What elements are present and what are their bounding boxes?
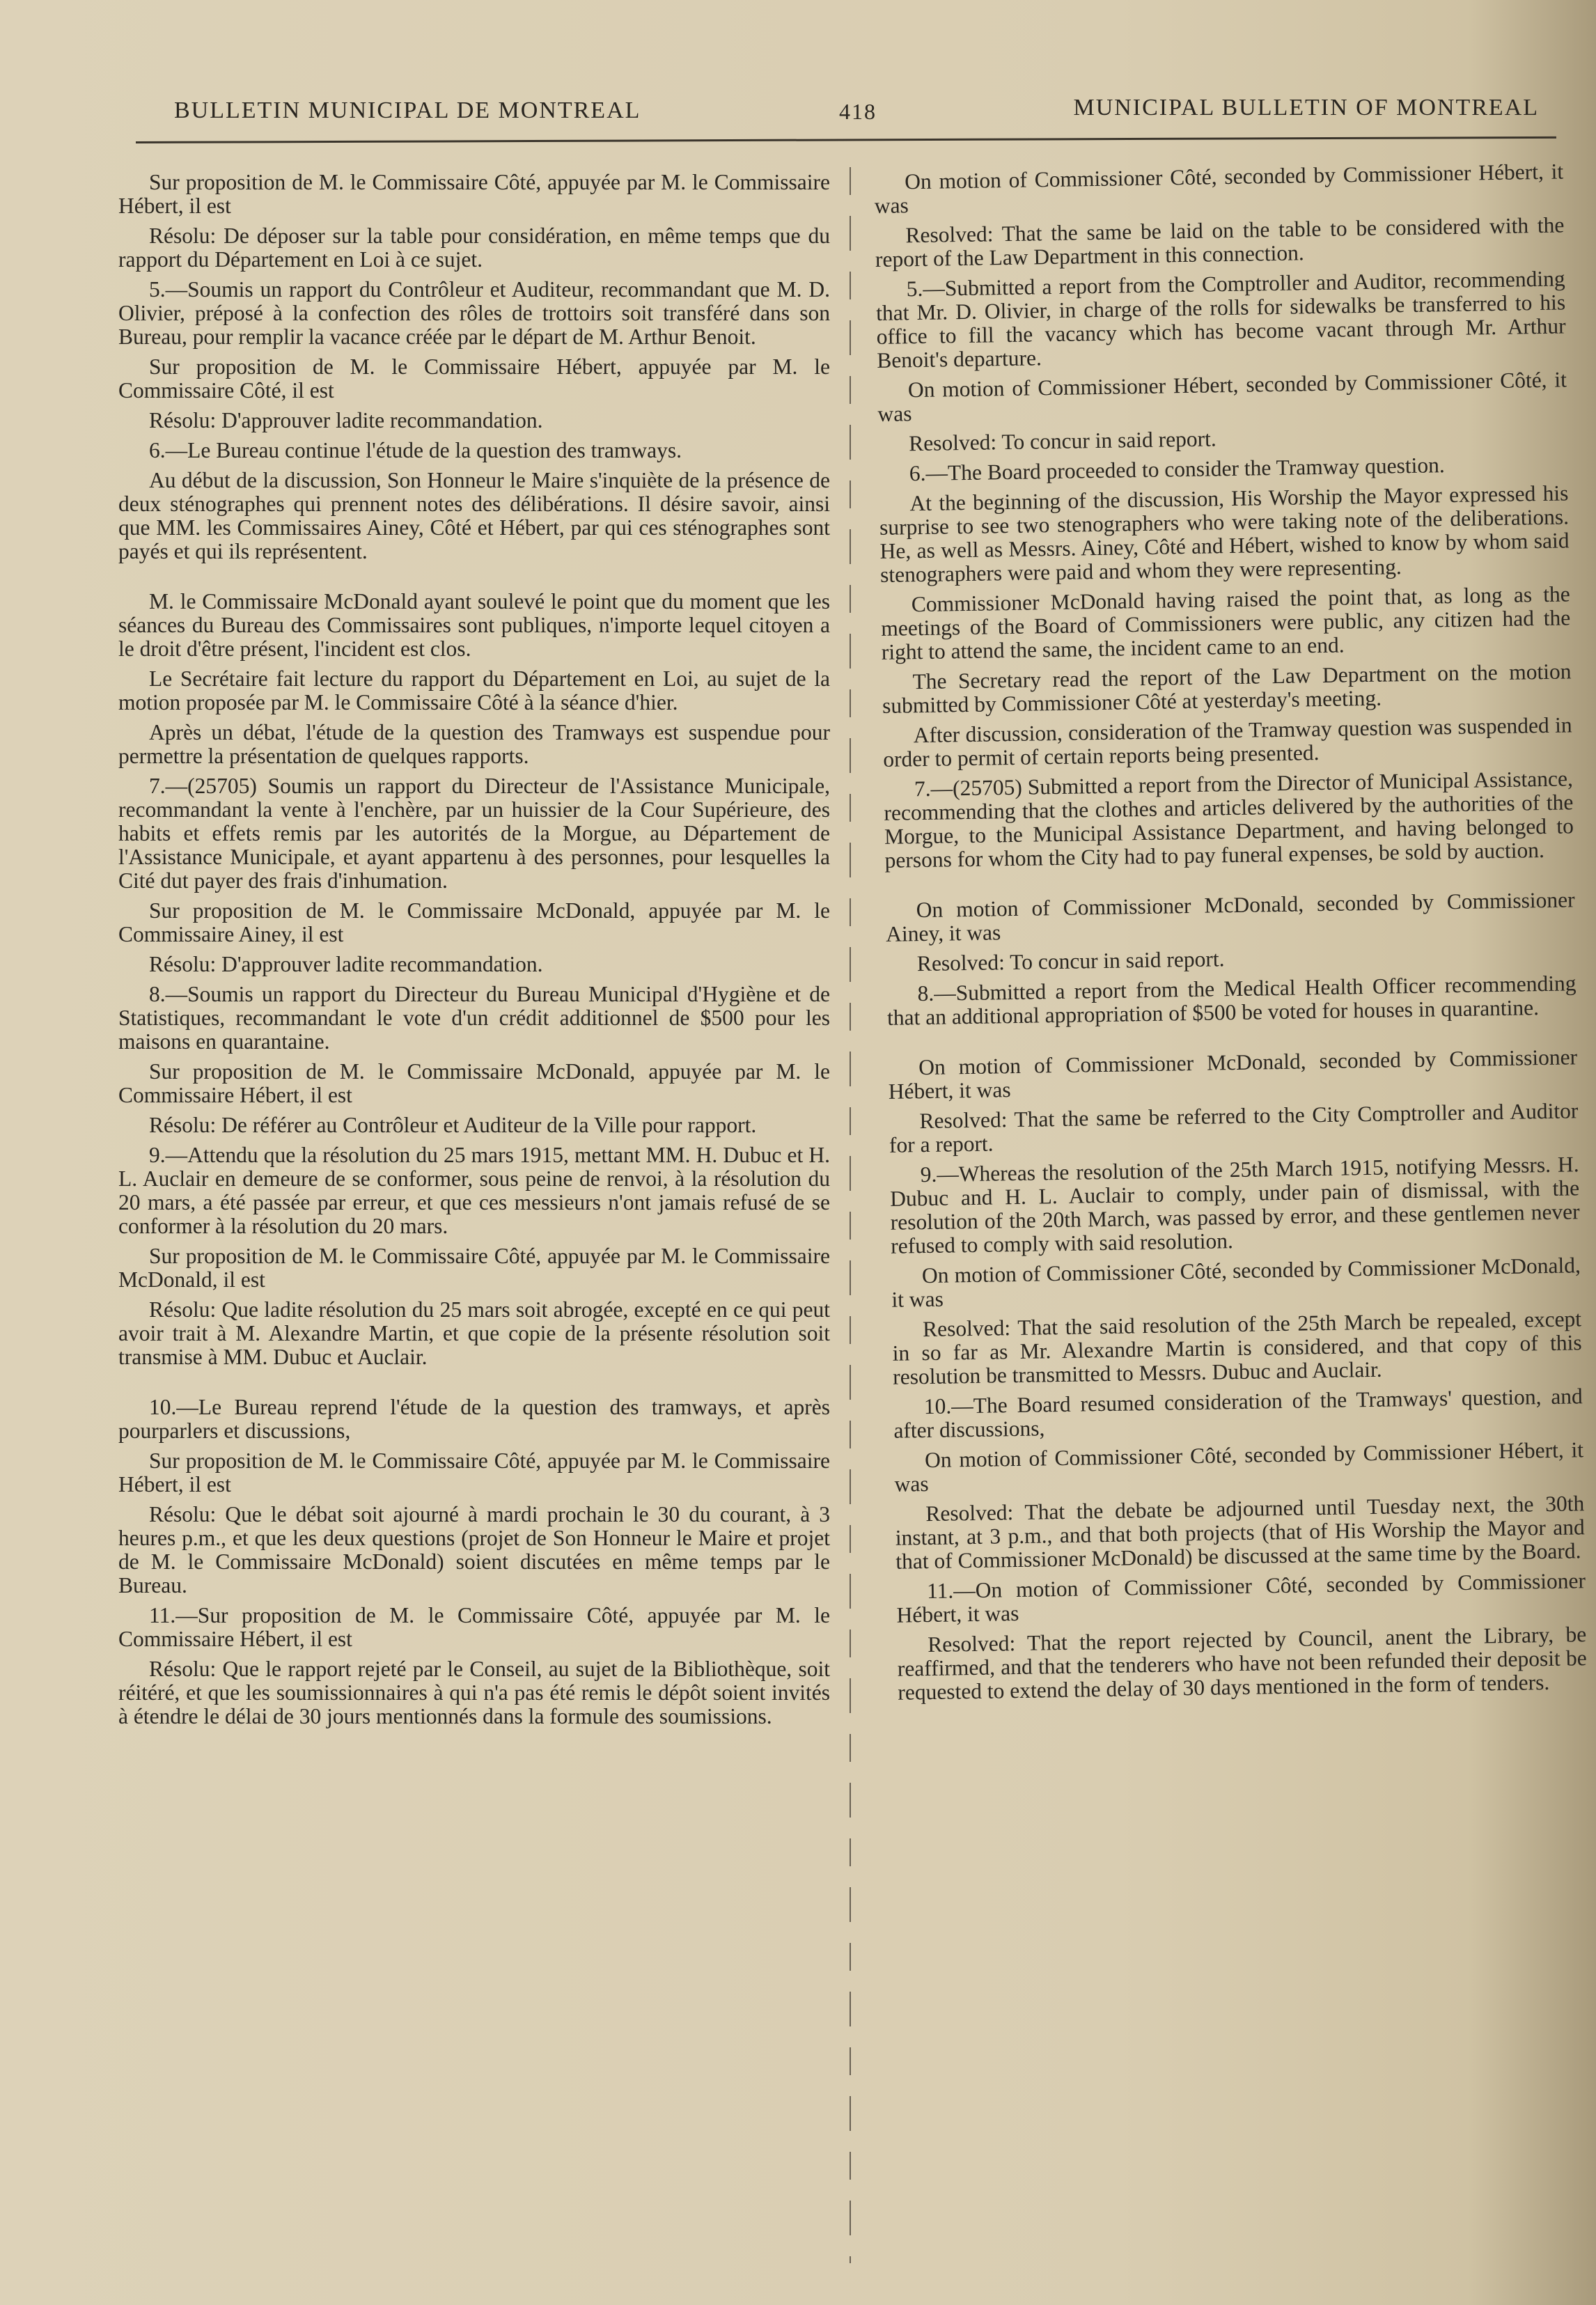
paragraph: On motion of Commissioner Hébert, seconded by Commissioner Côté, it was bbox=[877, 367, 1567, 426]
page-number: 418 bbox=[839, 99, 877, 124]
paragraph: 6.—The Board proceeded to consider the Tramway question. bbox=[909, 453, 1445, 486]
paragraph: Résolu: Que le débat soit ajourné à mardi prochain le 30 du courant, à 3 heures p.m., et que les deux questions (projet de Son Honneur le Maire et projet de M. le Commissaire McDonald) soient discutées en même temps par le Bureau. bbox=[118, 1502, 830, 1597]
paragraph: Au début de la discussion, Son Honneur le Maire s'inquiète de la présence de deux sténographes qui prennent notes des délibérations. Il désire savoir, ainsi que MM. les Commissaires Ainey, Côté et Hébert, par qui ces sténographes sont payés et qui ils représentent. bbox=[118, 468, 830, 563]
paragraph: Resolved: That the same be referred to the City Comptroller and Auditor for a report. bbox=[889, 1098, 1579, 1157]
paragraph: Sur proposition de M. le Commissaire Côté, appuyée par M. le Commissaire McDonald, il est bbox=[118, 1244, 830, 1292]
paragraph: 8.—Soumis un rapport du Directeur du Bureau Municipal d'Hygiène et de Statistiques, recommandant le vote d'un crédit additionnel de $500 pour les maisons en quarantaine. bbox=[118, 982, 830, 1054]
paragraph: Commissioner McDonald having raised the point that, as long as the meetings of the Board of Commissioners were public, any citizen had the right to attend the same, the incident came to an end. bbox=[881, 581, 1571, 664]
paragraph: 7.—(25705) Submitted a report from the Director of Municipal Assistance, recommending that the clothes and articles delivered by the authorities of the Morgue, to the Municipal Assistance Department, and having belonged to persons for whom the City had to pay funeral expenses, be sold by auction. bbox=[884, 766, 1574, 873]
paragraph: Résolu: Que le rapport rejeté par le Conseil, au sujet de la Bibliothèque, soit réitéré, et que les soumissionnaires à qui n'a pas été remis le dépôt soient invités à étendre le délai de 30 jours mentionnés dans la formule des soumissions. bbox=[118, 1657, 830, 1728]
paragraph: 9.—Whereas the resolution of the 25th March 1915, notifying Messrs. H. Dubuc and H. L. Auclair to comply, under pain of dismissal, with the resolution of the 20th March, was passed by error, and these gentlemen never refused to comply with said resolution. bbox=[889, 1152, 1580, 1258]
paragraph: On motion of Commissioner Côté, seconded by Commissioner McDonald, it was bbox=[891, 1253, 1581, 1312]
paragraph: Resolved: That the same be laid on the table to be considered with the report of the Law Department in this connection. bbox=[875, 212, 1565, 272]
paragraph: After discussion, consideration of the Tramway question was suspended in order to permit of certain reports being presented. bbox=[883, 712, 1572, 772]
english-column bbox=[874, 159, 1588, 1710]
paragraph: Sur proposition de M. le Commissaire Côté, appuyée par M. le Commissaire Hébert, il est bbox=[118, 1448, 830, 1497]
paragraph: Résolu: D'approuver ladite recommandation. bbox=[149, 408, 543, 432]
paragraph: Après un débat, l'étude de la question des Tramways est suspendue pour permettre la présentation de quelques rapports. bbox=[118, 720, 830, 768]
paragraph: At the beginning of the discussion, His Worship the Mayor expressed his surprise to see two stenographers who were taking note of the deliberations. He, as well as Messrs. Ainey, Côté and Hébert, wished to know by whom said stenographers were paid and whom they were representing. bbox=[879, 480, 1570, 587]
french-column bbox=[118, 171, 830, 1735]
paragraph: Le Secrétaire fait lecture du rapport du Département en Loi, au sujet de la motion proposée par M. le Commissaire Côté à la séance d'hier. bbox=[118, 666, 830, 714]
paragraph: Resolved: That the report rejected by Council, anent the Library, be reaffirmed, and that the tenderers who have not been refunded their deposit be requested to extend the delay of 30 days mentioned in the form of tenders. bbox=[897, 1622, 1587, 1705]
paragraph: Résolu: Que ladite résolution du 25 mars soit abrogée, excepté en ce qui peut avoir trait à M. Alexandre Martin, et que copie de la présente résolution soit transmise à MM. Dubuc et Auclair. bbox=[118, 1297, 830, 1369]
paragraph: Resolved: To concur in said report. bbox=[916, 946, 1225, 976]
paragraph: 8.—Submitted a report from the Medical Health Officer recommending that an additional appropriation of $500 be voted for houses in quarantine. bbox=[886, 971, 1577, 1030]
header-title-english: MUNICIPAL BULLETIN OF MONTREAL bbox=[1073, 95, 1539, 120]
header-rule bbox=[136, 136, 1556, 143]
paragraph: 6.—Le Bureau continue l'étude de la question des tramways. bbox=[149, 438, 682, 462]
paragraph: 10.—The Board resumed consideration of the Tramways' question, and after discussions, bbox=[893, 1384, 1583, 1443]
header-title-french: BULLETIN MUNICIPAL DE MONTREAL bbox=[174, 97, 641, 123]
paragraph: Resolved: That the debate be adjourned until Tuesday next, the 30th instant, at 3 p.m., and that both projects (that of His Worship the Mayor and that of Commissioner McDonald) be discussed at the same time by the Board. bbox=[895, 1491, 1585, 1574]
paragraph: M. le Commissaire McDonald ayant soulevé le point que du moment que les séances du Bureau des Commissaires sont publiques, n'importe lequel citoyen a le droit d'être présent, l'incident est clos. bbox=[118, 589, 830, 661]
paragraph: Sur proposition de M. le Commissaire Hébert, appuyée par M. le Commissaire Côté, il est bbox=[118, 354, 830, 403]
paragraph: 10.—Le Bureau reprend l'étude de la question des tramways, et après pourparlers et discussions, bbox=[118, 1395, 830, 1443]
paragraph: Resolved: To concur in said report. bbox=[908, 426, 1217, 456]
paragraph: 11.—Sur proposition de M. le Commissaire Côté, appuyée par M. le Commissaire Hébert, il est bbox=[118, 1603, 830, 1651]
paragraph: Sur proposition de M. le Commissaire Côté, appuyée par M. le Commissaire Hébert, il est bbox=[118, 170, 830, 218]
paragraph: Résolu: De déposer sur la table pour considération, en même temps que du rapport du Département en Loi à ce sujet. bbox=[118, 224, 830, 272]
paragraph: Résolu: D'approuver ladite recommandation. bbox=[149, 952, 543, 976]
paragraph: Résolu: De référer au Contrôleur et Auditeur de la Ville pour rapport. bbox=[149, 1113, 757, 1137]
paragraph: Resolved: That the said resolution of the 25th March be repealed, except in so far as Mr. Alexandre Martin is considered, and that copy of this resolution be transmitted to Messrs. Dubuc and Auclair. bbox=[892, 1306, 1582, 1389]
paragraph: 9.—Attendu que la résolution du 25 mars 1915, mettant MM. H. Dubuc et H. L. Auclair en demeure de se conformer, sous peine de renvoi, à la résolution du 20 mars, a été passée par erreur, et que ces messieurs n'ont jamais refusé de se conformer à la résolution du 20 mars. bbox=[118, 1143, 830, 1238]
paragraph: On motion of Commissioner Côté, seconded by Commissioner Hébert, it was bbox=[874, 159, 1564, 218]
paragraph: 5.—Soumis un rapport du Contrôleur et Auditeur, recommandant que M. D. Olivier, préposé à la confection des rôles de trottoirs soit transféré dans son Bureau, pour remplir la vacance créée par le départ de M. Arthur Benoit. bbox=[118, 277, 830, 349]
column-divider bbox=[850, 167, 851, 2263]
paragraph: 7.—(25705) Soumis un rapport du Directeur de l'Assistance Municipale, recommandant la vente à l'enchère, par un huissier de la Cour Supérieure, des habits et effets remis par les autorités de la Morgue, au Département de l'Assistance Municipale, et ayant appartenu à des personnes, pour lesquelles la Cité dut payer des frais d'inhumation. bbox=[118, 774, 830, 893]
page-header bbox=[174, 91, 1539, 132]
paragraph: The Secretary read the report of the Law Department on the motion submitted by Commissioner Côté at yesterday's meeting. bbox=[882, 659, 1572, 718]
paragraph: 5.—Submitted a report from the Comptroller and Auditor, recommending that Mr. D. Olivier, in charge of the rolls for sidewalks be transferred to his office to fill the vacancy which has become vacant through Mr. Arthur Benoit's departure. bbox=[875, 266, 1566, 373]
paragraph: On motion of Commissioner McDonald, seconded by Commissioner Hébert, it was bbox=[888, 1045, 1578, 1104]
paragraph: On motion of Commissioner Côté, seconded by Commissioner Hébert, it was bbox=[894, 1437, 1584, 1497]
paragraph: Sur proposition de M. le Commissaire McDonald, appuyée par M. le Commissaire Ainey, il est bbox=[118, 898, 830, 946]
paragraph: On motion of Commissioner McDonald, seconded by Commissioner Ainey, it was bbox=[885, 887, 1575, 946]
paragraph: 11.—On motion of Commissioner Côté, seconded by Commissioner Hébert, it was bbox=[896, 1568, 1586, 1627]
paragraph: Sur proposition de M. le Commissaire McDonald, appuyée par M. le Commissaire Hébert, il est bbox=[118, 1059, 830, 1107]
